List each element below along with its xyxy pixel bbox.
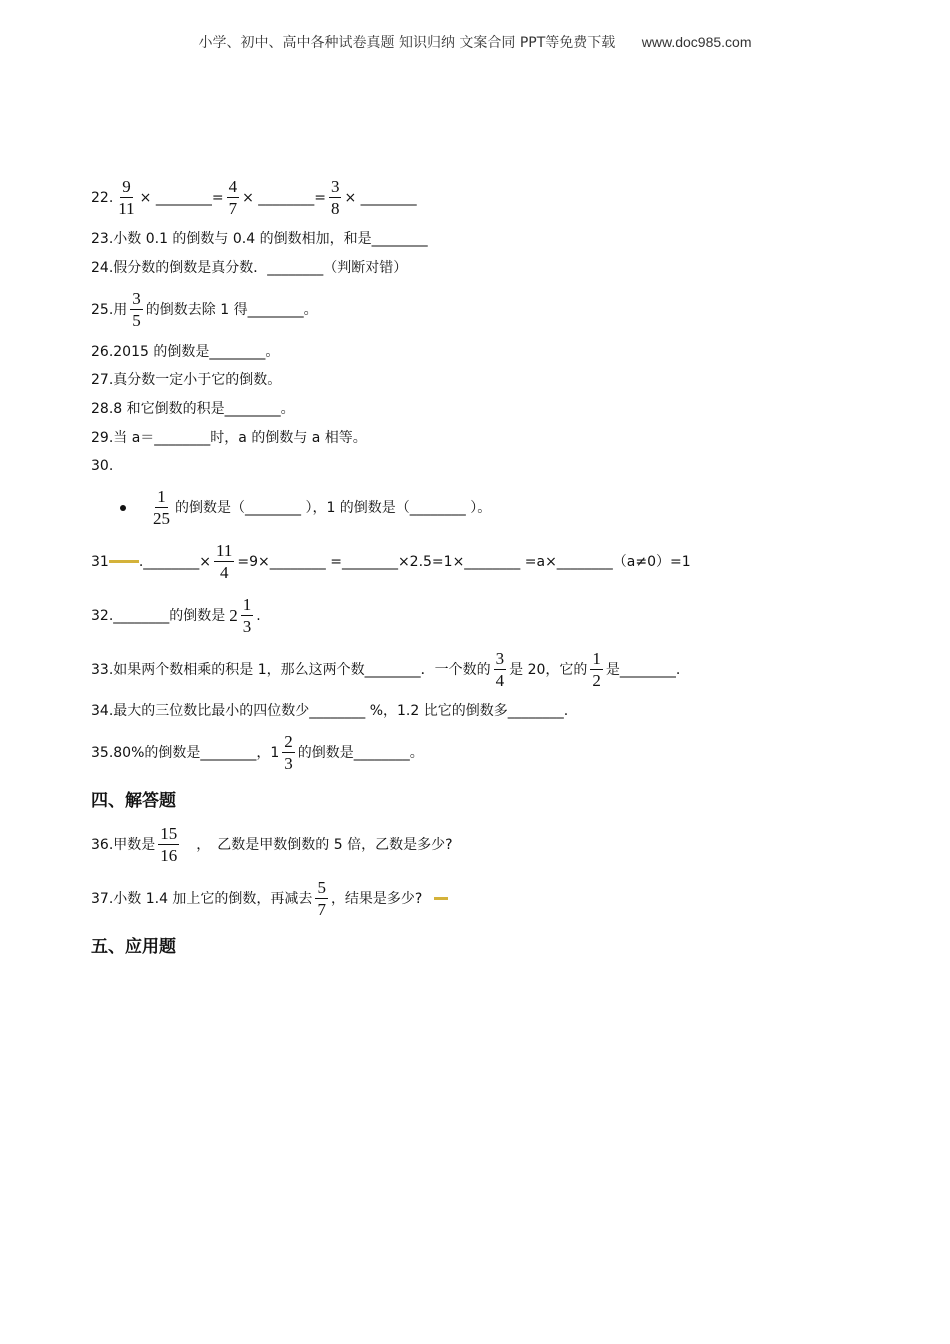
fraction: $\frac{3}{8}$ [330, 177, 340, 218]
highlight-mark [434, 897, 448, 900]
question-31 [91, 542, 691, 581]
highlight-mark [109, 560, 139, 563]
q31-post: =9×________ =________×2.5=1×________ =a×________（a≠0）=1 [237, 553, 691, 570]
q33-post: 是________. [605, 661, 681, 678]
fraction: $\frac{5}{7}$ [317, 878, 326, 919]
fraction: $\frac{2}{3}$ [284, 732, 293, 773]
q35-post: 的倒数是________。 [297, 744, 424, 761]
q32-post: . [256, 607, 261, 624]
q35-pre: 35.80%的倒数是________，1 [91, 744, 280, 761]
q36-pre: 36.甲数是 [91, 836, 156, 853]
q33-pre: 33.如果两个数相乘的积是 1，那么这两个数________．一个数的 [91, 661, 491, 678]
question-27: 27.真分数一定小于它的倒数。 [91, 372, 282, 388]
question-33 [91, 650, 680, 689]
question-34: 34.最大的三位数比最小的四位数少________ %，1.2 比它的倒数多________. [91, 703, 569, 719]
question-23: 23.小数 0.1 的倒数与 0.4 的倒数相加，和是________ [91, 231, 428, 247]
fraction: $\frac{1}{25}$ [153, 487, 170, 528]
fraction: $\frac{3}{5}$ [132, 289, 141, 330]
q22-blank-3: × ________ [344, 189, 417, 206]
q30-post: 的倒数是（________ ），1 的倒数是（________ ）。 [175, 499, 492, 516]
header-url: www.doc985.com [641, 34, 752, 50]
fraction: $\frac{4}{7}$ [228, 177, 238, 218]
q22-label: 22. [91, 189, 114, 206]
question-30-label: 30. [91, 458, 114, 474]
section-heading-5: 五、应用题 [91, 937, 176, 957]
question-29: 29.当 a＝________时，a 的倒数与 a 相等。 [91, 430, 367, 446]
question-25 [91, 290, 318, 329]
q37-post: ，结果是多少? [330, 890, 423, 907]
q37-pre: 37.小数 1.4 加上它的倒数，再减去 [91, 890, 313, 907]
q33-mid: 是 20，它的 [509, 661, 588, 678]
section-heading-4: 四、解答题 [91, 791, 176, 811]
question-24: 24.假分数的倒数是真分数．________（判断对错） [91, 260, 408, 276]
header-text: 小学、初中、高中各种试卷真题 知识归纳 文案合同 PPT等免费下载 [198, 35, 616, 51]
fraction: $\frac{3}{4}$ [495, 649, 505, 690]
q32-pre: 32.________的倒数是 [91, 607, 226, 624]
question-35 [91, 733, 424, 772]
page-header [0, 32, 950, 52]
fraction: $\frac{1}{2}$ [592, 649, 601, 690]
question-37 [91, 879, 448, 918]
q31-pre: .________× [138, 553, 212, 570]
question-30 [120, 488, 491, 527]
question-26: 26.2015 的倒数是________。 [91, 344, 280, 360]
bullet-icon [120, 505, 126, 511]
q31-label: 31 [91, 553, 109, 570]
question-36 [91, 825, 453, 864]
q25-post: 的倒数去除 1 得________。 [145, 301, 318, 318]
question-22 [91, 178, 417, 217]
fraction: $\frac{15}{16}$ [160, 824, 178, 865]
q22-blank-2: × ________= [242, 189, 326, 206]
fraction: $\frac{11}{4}$ [216, 541, 233, 582]
question-28: 28.8 和它倒数的积是________。 [91, 401, 295, 417]
fraction: $\frac{9}{11}$ [118, 177, 135, 218]
q36-post: ， 乙数是甲数倒数的 5 倍，乙数是多少? [182, 836, 453, 853]
fraction: $\frac{1}{3}$ [242, 595, 252, 636]
whole-number: 2 [229, 606, 238, 625]
q25-pre: 25.用 [91, 301, 128, 318]
question-32 [91, 596, 261, 635]
q22-blank-1: × ________= [139, 189, 224, 206]
